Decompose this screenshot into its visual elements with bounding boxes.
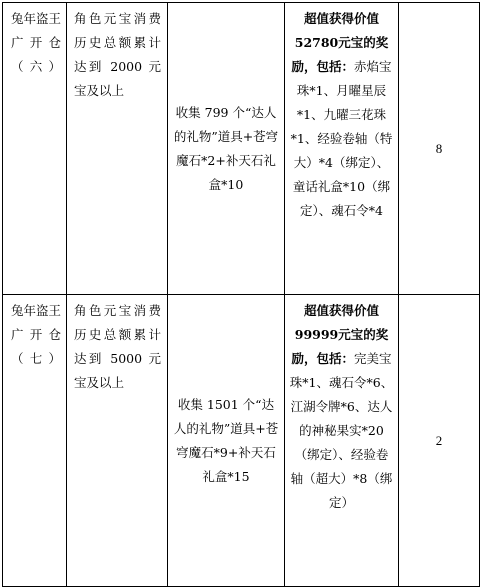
task-text: 收集 799 个“达人的礼物”道具+苍穹魔石*2+补天石礼盒*10 [168,3,285,295]
reward-count: 2 [435,432,443,448]
reward-items: 完美宝珠*1、魂石令*6、江湖令牌*6、达人的神秘果实*20（绑定）、经验卷轴（超大）*8（绑定） [289,351,394,510]
reward-items: 赤焰宝珠*1、月曜星辰*1、九曜三花珠*1、经验卷轴（特大）*4（绑定）、童话礼盒*10（绑定）、魂石令*4 [290,59,393,218]
reward-text [285,3,399,295]
table-row [3,3,480,295]
activity-name: 兔年盗王广开仓（七） [3,295,67,587]
activity-name: 兔年盗王广开仓（六） [3,3,67,295]
reward-table [2,2,480,587]
reward-count-cell [399,3,480,295]
reward-count: 8 [435,140,443,156]
reward-highlight: 超值获得价值99999元宝的奖励，包括： [291,303,389,366]
table-row [3,295,480,587]
reward-highlight: 超值获得价值52780元宝的奖励，包括： [291,11,389,74]
reward-text [285,295,399,587]
condition-text: 角色元宝消费历史总额累计达到 2000 元宝及以上 [67,3,168,295]
condition-text: 角色元宝消费历史总额累计达到 5000 元宝及以上 [67,295,168,587]
task-text: 收集 1501 个“达人的礼物”道具+苍穹魔石*9+补天石礼盒*15 [168,295,285,587]
reward-count-cell [399,295,480,587]
